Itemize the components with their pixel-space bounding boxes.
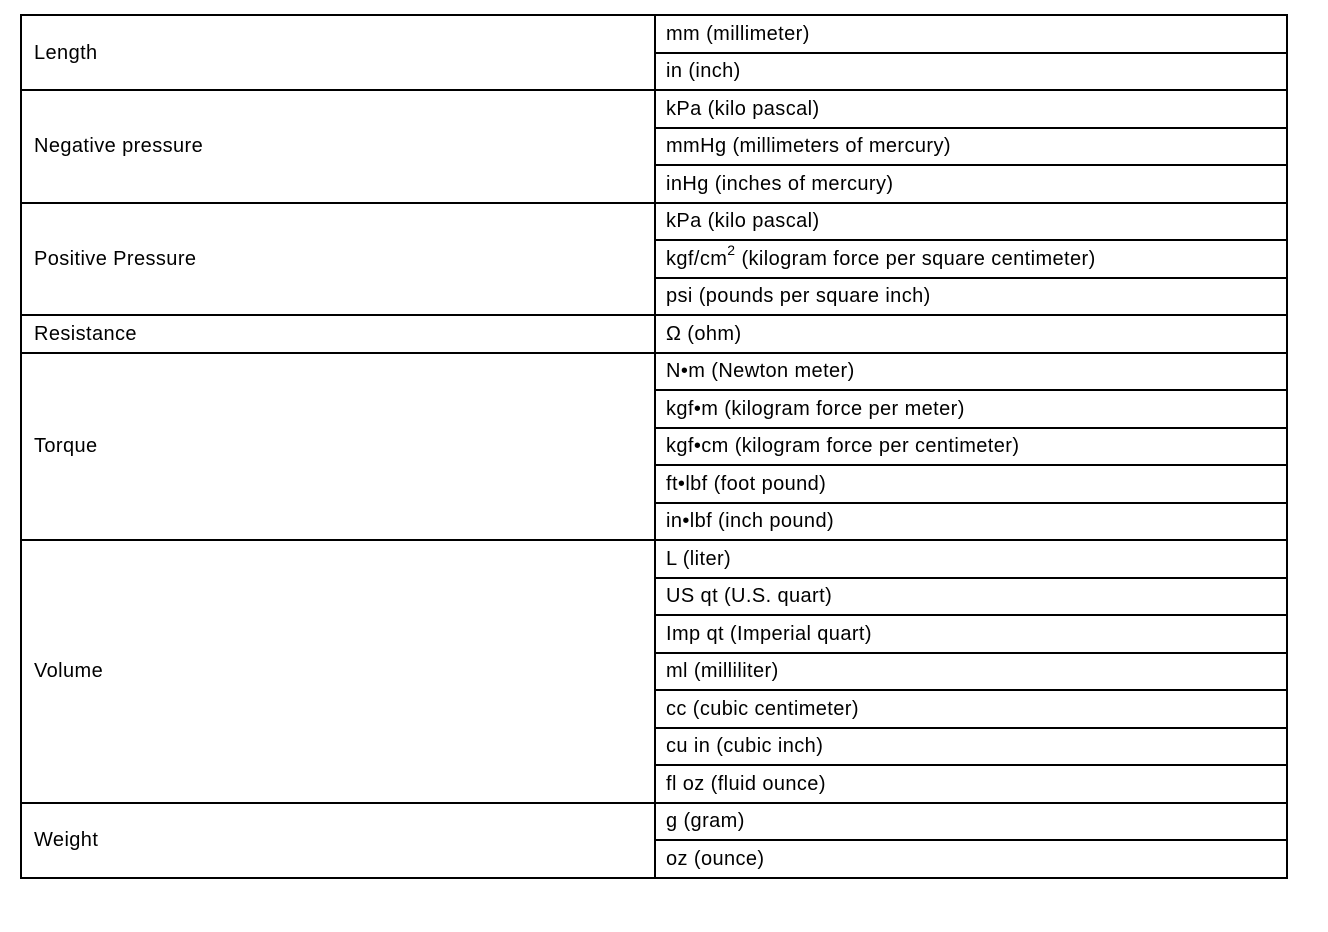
unit-cell: in•lbf (inch pound) <box>655 503 1287 541</box>
category-cell-length: Length <box>21 15 655 90</box>
category-cell-weight: Weight <box>21 803 655 878</box>
unit-cell: mm (millimeter) <box>655 15 1287 53</box>
table-row <box>21 315 1287 353</box>
table-row <box>21 90 1287 128</box>
unit-cell-kgf-cm2 <box>655 240 1287 278</box>
table-row <box>21 203 1287 241</box>
category-cell-torque: Torque <box>21 353 655 541</box>
category-cell-resistance: Resistance <box>21 315 655 353</box>
unit-cell: mmHg (millimeters of mercury) <box>655 128 1287 166</box>
unit-cell: ft•lbf (foot pound) <box>655 465 1287 503</box>
category-cell-positive-pressure: Positive Pressure <box>21 203 655 316</box>
category-cell-negative-pressure: Negative pressure <box>21 90 655 203</box>
table-row <box>21 540 1287 578</box>
units-table <box>20 14 1288 879</box>
unit-cell: Imp qt (Imperial quart) <box>655 615 1287 653</box>
table-row <box>21 803 1287 841</box>
unit-cell: kPa (kilo pascal) <box>655 90 1287 128</box>
unit-cell: N•m (Newton meter) <box>655 353 1287 391</box>
unit-text: kgf/cm <box>666 247 728 270</box>
unit-cell: Ω (ohm) <box>655 315 1287 353</box>
unit-cell: fl oz (fluid ounce) <box>655 765 1287 803</box>
unit-cell: ml (milliliter) <box>655 653 1287 691</box>
unit-cell: in (inch) <box>655 53 1287 91</box>
unit-cell: psi (pounds per square inch) <box>655 278 1287 316</box>
unit-cell: kgf•m (kilogram force per meter) <box>655 390 1287 428</box>
table-row <box>21 353 1287 391</box>
category-cell-volume: Volume <box>21 540 655 803</box>
unit-cell: cu in (cubic inch) <box>655 728 1287 766</box>
superscript: 2 <box>727 242 736 259</box>
unit-cell: kPa (kilo pascal) <box>655 203 1287 241</box>
unit-cell: oz (ounce) <box>655 840 1287 878</box>
unit-cell: kgf•cm (kilogram force per centimeter) <box>655 428 1287 466</box>
unit-cell: inHg (inches of mercury) <box>655 165 1287 203</box>
table-row <box>21 15 1287 53</box>
unit-text: (kilogram force per square centimeter) <box>735 247 1096 270</box>
unit-cell: cc (cubic centimeter) <box>655 690 1287 728</box>
unit-cell: US qt (U.S. quart) <box>655 578 1287 616</box>
unit-cell: g (gram) <box>655 803 1287 841</box>
unit-cell: L (liter) <box>655 540 1287 578</box>
